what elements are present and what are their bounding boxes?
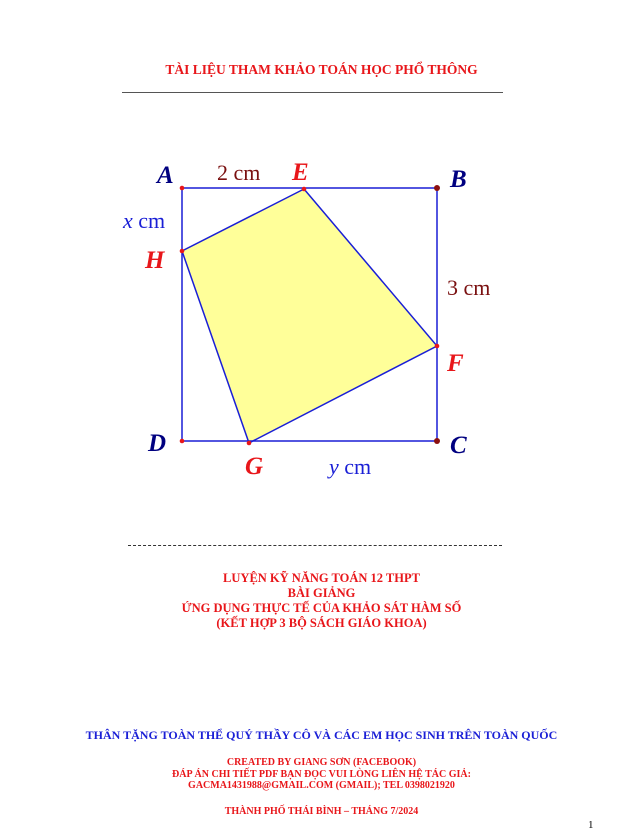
label-e: E <box>292 159 309 186</box>
section-divider <box>128 545 502 546</box>
measure-ah: x cm <box>123 208 166 233</box>
point-b <box>434 185 440 191</box>
point-a <box>180 186 185 191</box>
point-f <box>435 344 440 349</box>
point-d <box>180 439 185 444</box>
measure-cg: y cm <box>329 454 372 479</box>
dedication-text: THÂN TẶNG TOÀN THỂ QUÝ THẦY CÔ VÀ CÁC EM HỌC SINH TRÊN TOÀN QUỐC <box>85 728 558 742</box>
document-header-title: TÀI LIỆU THAM KHẢO TOÁN HỌC PHỔ THÔNG <box>165 62 478 77</box>
label-h: H <box>145 247 165 274</box>
point-e <box>302 187 307 192</box>
geometry-figure <box>110 150 520 500</box>
header-divider <box>122 92 503 93</box>
credits-line-2: ĐÁP ÁN CHI TIẾT PDF BẠN ĐỌC VUI LÒNG LIÊN HỆ TÁC GIẢ: <box>172 768 471 780</box>
credits-block <box>0 757 643 792</box>
lecture-title-block <box>0 571 643 631</box>
title-line-1: LUYỆN KỸ NĂNG TOÁN 12 THPT <box>223 571 420 585</box>
title-line-2: BÀI GIẢNG <box>287 586 356 600</box>
label-a: A <box>157 162 174 189</box>
title-line-3: ỨNG DỤNG THỰC TẾ CỦA KHẢO SÁT HÀM SỐ <box>181 601 462 615</box>
point-g <box>247 441 252 446</box>
label-f: F <box>447 350 464 377</box>
place-date: THÀNH PHỐ THÁI BÌNH – THÁNG 7/2024 <box>224 806 419 817</box>
credits-line-3: GACMA1431988@GMAIL.COM (GMAIL); TEL 0398021920 <box>188 780 455 791</box>
label-g: G <box>245 453 264 480</box>
label-c: C <box>450 432 467 459</box>
measure-ae: 2 cm <box>217 160 261 185</box>
title-line-4: (KẾT HỢP 3 BỘ SÁCH GIÁO KHOA) <box>216 616 427 630</box>
quadrilateral-efgh <box>182 189 437 443</box>
label-d: D <box>148 430 167 457</box>
page-number: 1 <box>588 819 594 831</box>
measure-bf: 3 cm <box>447 275 491 300</box>
label-b: B <box>450 166 467 193</box>
point-h <box>180 249 185 254</box>
point-c <box>434 438 440 444</box>
credits-line-1: CREATED BY GIANG SƠN (FACEBOOK) <box>226 757 417 768</box>
